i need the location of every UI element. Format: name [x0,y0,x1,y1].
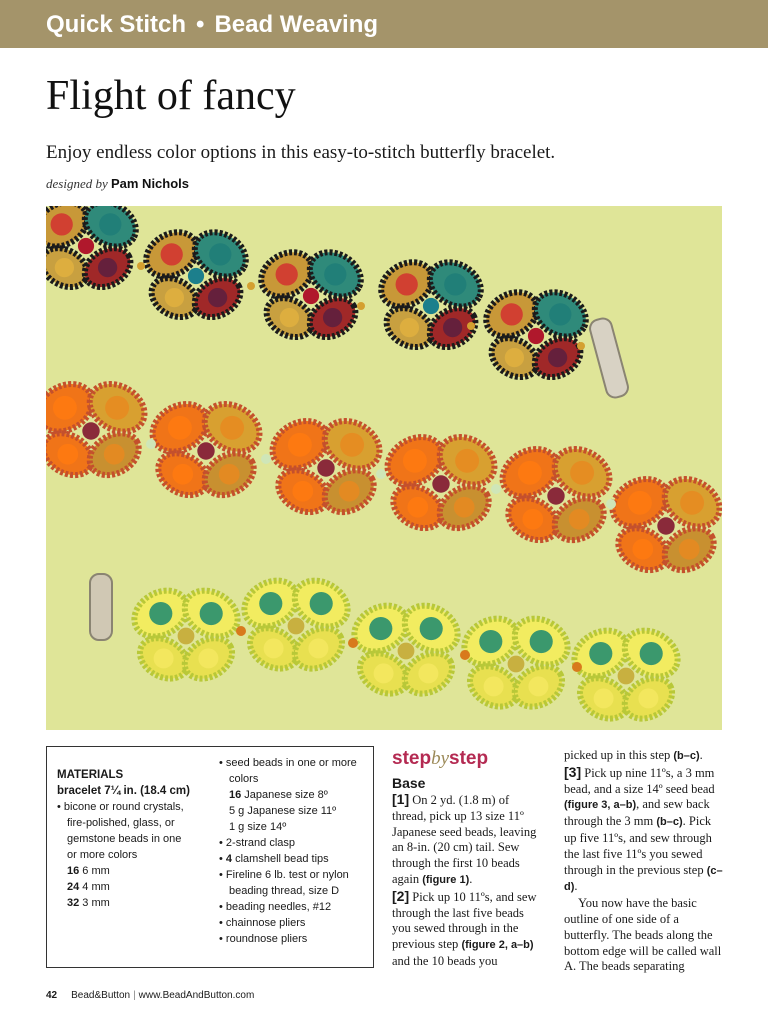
designer-name: Pam Nichols [110,176,190,191]
step-2-continued: picked up in this step (b–c). [564,748,703,762]
materials-quantity: 16 6 mm [67,865,110,877]
materials-quantity: 1 g size 14º [229,821,287,833]
step-2-text: Pick up 10 11ºs, and sew through the last five beads you sewed through in the previous step [392,889,537,952]
magazine-name: Bead&Button [71,990,131,1001]
step-1-text: On 2 yd. (1.8 m) of thread, pick up 13 size 11º Japanese seed beads, leaving an 8-in. (20 cm) tail. Sew through the first 10 beads again [392,793,537,886]
page-number: 42 [46,990,58,1001]
materials-quantity: 5 g Japanese size 11º [229,805,337,817]
sbs-step-a: step [392,748,432,769]
materials-item-cont: gemstone beads in one [67,833,182,845]
outline-paragraph: You now have the basic outline of one side of a butterfly. The beads along the bottom edge will be called wall A. The beads separating [564,896,722,974]
materials-item: • chainnose pliers [219,917,306,929]
materials-list-2 [219,755,369,947]
banner-separator: • [196,11,205,38]
sbs-by: by [431,748,450,769]
materials-item-cont: beading thread, size D [229,885,340,897]
sbs-step-b: step [449,748,489,769]
step-2-lead: picked up in this step [564,748,671,762]
article-title: Flight of fancy [46,73,296,119]
steps-column-2 [564,748,724,975]
materials-box [46,746,374,968]
materials-column-1 [57,767,217,911]
page-footer [46,990,254,1001]
step-1: [1] On 2 yd. (1.8 m) of thread, pick up 13 size 11º Japanese seed beads, leaving an 8-in. (20 cm) tail. Sew through the first 10 beads again (figure 1). [392,791,537,886]
section-banner [0,0,768,48]
step-3-text: Pick up nine 11ºs, a 3 mm bead, and a size 14º seed bead [564,765,715,796]
materials-item-cont: fire-polished, glass, or [67,817,175,829]
materials-item-cont: or more colors [67,849,138,861]
article-subtitle: Enjoy endless color options in this easy-to-stitch butterfly bracelet. [46,142,556,163]
step-by-step-heading [392,748,542,770]
materials-item: • bicone or round crystals, [57,801,184,813]
bracelet-photo [46,206,722,730]
materials-quantity: 16 Japanese size 8º [229,789,328,801]
step-3-text-2: , and sew back through the 3 mm [564,797,710,829]
materials-item: • 2-strand clasp [219,837,295,849]
materials-item: • beading needles, #12 [219,901,332,913]
materials-item: • Fireline 6 lb. test or nylon [219,869,349,881]
step-3-number: [3] [564,763,582,780]
step-1-number: [1] [392,791,410,807]
materials-quantity: 32 3 mm [67,897,110,909]
step-3-figure-ref: (figure 3, a–b) [564,799,637,812]
materials-list-1 [57,799,217,911]
bracelet-illustration [46,206,722,730]
step-2-fig-bc: (b–c) [673,750,700,762]
step-2 [392,889,542,970]
step-3-fig-cd: (c–d) [564,864,723,894]
materials-item: • seed beads in one or more [219,757,357,769]
materials-size: bracelet 7¼ in. (18.4 cm) [57,785,190,797]
step-3: [3] Pick up nine 11ºs, a 3 mm bead, and a size 14º seed bead (figure 3, a–b), and sew back through the 3 mm (b–c). Pick up five 11ºs, and sew through the last five 11ºs you sewed through in the previous step (c–d). [564,763,723,894]
materials-item-cont: colors [229,773,259,785]
byline [46,176,189,192]
magazine-url: www.BeadAndButton.com [138,990,255,1001]
footer-divider: | [133,990,136,1001]
step-1-figure-ref: (figure 1) [422,873,470,886]
step-3-fig-bc: (b–c) [656,816,683,829]
materials-item: • 4 clamshell bead tips [219,853,329,865]
materials-column-2 [219,755,369,947]
banner-section: Quick Stitch [46,11,187,38]
byline-prefix: designed by [46,176,108,191]
materials-quantity: 24 4 mm [67,881,110,893]
banner-text [46,11,378,39]
step-3-text-3: . Pick up five 11ºs, and sew through the last five 11ºs you sewed through in the previous step [564,814,712,877]
steps-column-1 [392,748,542,970]
materials-item: • roundnose pliers [219,933,308,945]
materials-heading: MATERIALS [57,769,124,781]
banner-topic: Bead Weaving [214,11,379,38]
step-2-number: [2] [392,887,410,904]
step-2-figure-ref: (figure 2, a–b) [461,939,534,952]
step-2-text-cont: and the 10 beads you [392,953,498,968]
base-heading: Base [392,775,426,791]
